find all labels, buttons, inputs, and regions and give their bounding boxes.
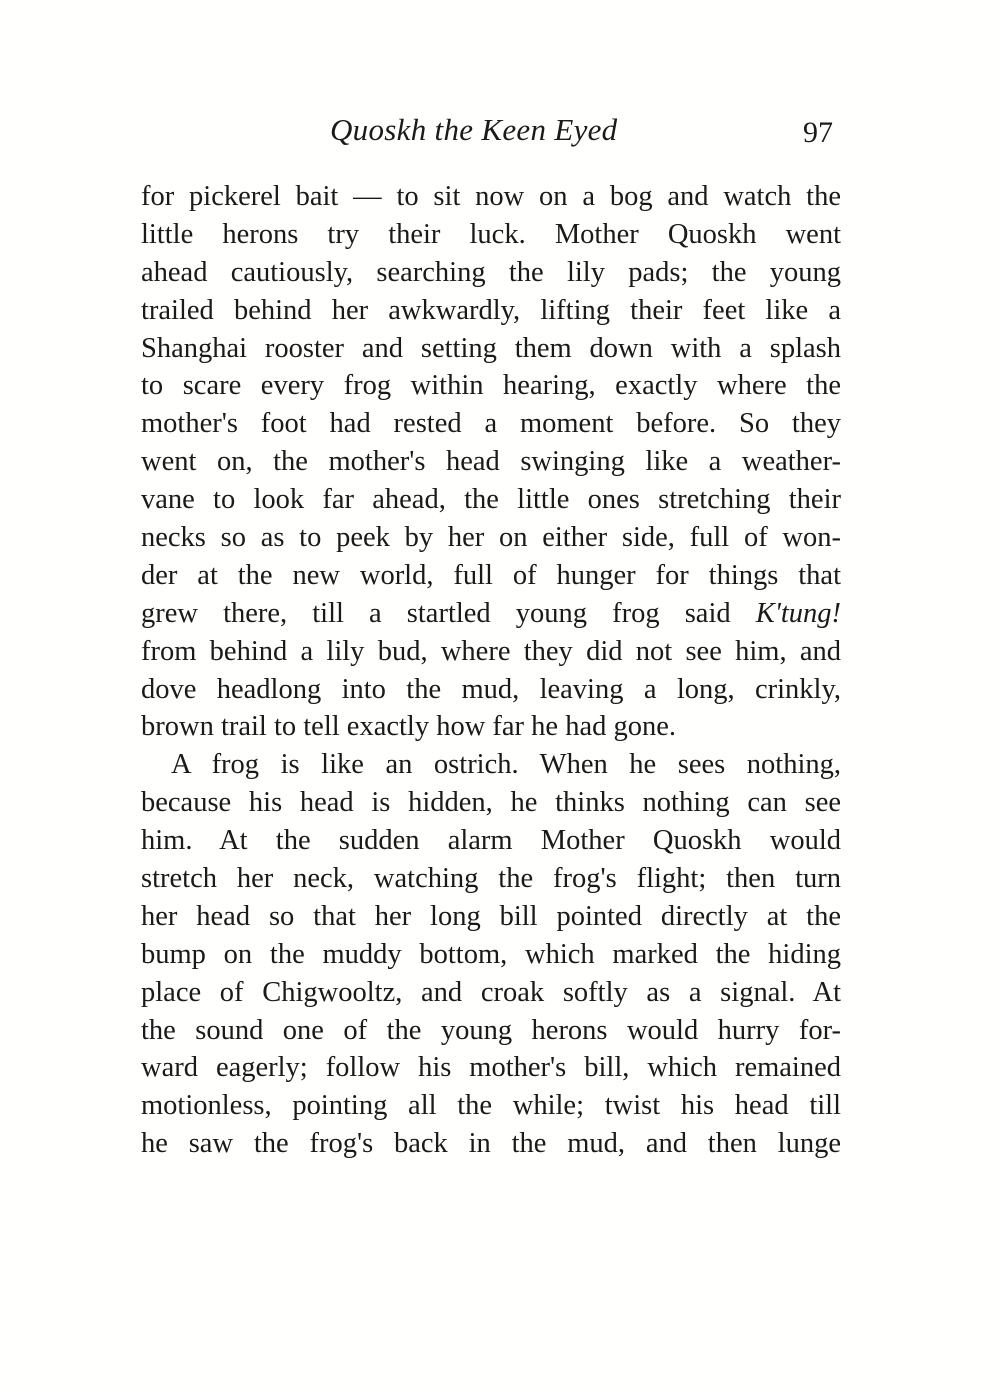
text-line-with-italic	[141, 595, 841, 633]
text-line: brown trail to tell exactly how far he had gone.	[141, 711, 676, 743]
text-line: her head so that her long bill pointed directly at the	[141, 900, 841, 932]
text-line: trailed behind her awkwardly, lifting their feet like a	[141, 294, 841, 326]
text-line: ward eagerly; follow his mother's bill, which remained	[141, 1052, 841, 1084]
text-line: bump on the muddy bottom, which marked the hiding	[141, 938, 841, 970]
running-title: Quoskh the Keen Eyed	[330, 112, 618, 147]
text-line: necks so as to peek by her on either side, full of won-	[141, 522, 841, 554]
text-line: he saw the frog's back in the mud, and then lunge	[141, 1128, 841, 1160]
text-line: stretch her neck, watching the frog's flight; then turn	[141, 863, 841, 895]
text-line: dove headlong into the mud, leaving a long, crinkly,	[141, 673, 841, 705]
italic-exclamation: K'tung!	[755, 597, 842, 629]
text-line: Shanghai rooster and setting them down with a splash	[141, 332, 841, 364]
text-line: mother's foot had rested a moment before. So they	[141, 408, 841, 440]
text-line: went on, the mother's head swinging like a weather-	[141, 446, 841, 478]
text-line: motionless, pointing all the while; twist his head till	[141, 1090, 841, 1122]
body-text	[141, 178, 841, 1163]
text-line: der at the new world, full of hunger for things that	[141, 559, 841, 591]
text-run: grew there, till a startled young frog said	[141, 597, 731, 629]
text-line: the sound one of the young herons would hurry for-	[141, 1014, 841, 1046]
text-line: him. At the sudden alarm Mother Quoskh would	[141, 825, 841, 857]
text-line: from behind a lily bud, where they did not see him, and	[141, 635, 841, 667]
text-line: place of Chigwooltz, and croak softly as a signal. At	[141, 976, 841, 1008]
text-line: to scare every frog within hearing, exactly where the	[141, 370, 841, 402]
paragraph-2	[141, 746, 841, 1163]
text-line: vane to look far ahead, the little ones stretching their	[141, 484, 841, 516]
text-line: because his head is hidden, he thinks nothing can see	[141, 787, 841, 819]
text-line: A frog is like an ostrich. When he sees nothing,	[171, 749, 841, 781]
page-number: 97	[803, 116, 833, 149]
text-line: ahead cautiously, searching the lily pads; the young	[141, 256, 841, 288]
text-line: little herons try their luck. Mother Quoskh went	[141, 218, 841, 250]
text-line: for pickerel bait — to sit now on a bog and watch the	[141, 181, 841, 212]
paragraph-1	[141, 178, 841, 746]
